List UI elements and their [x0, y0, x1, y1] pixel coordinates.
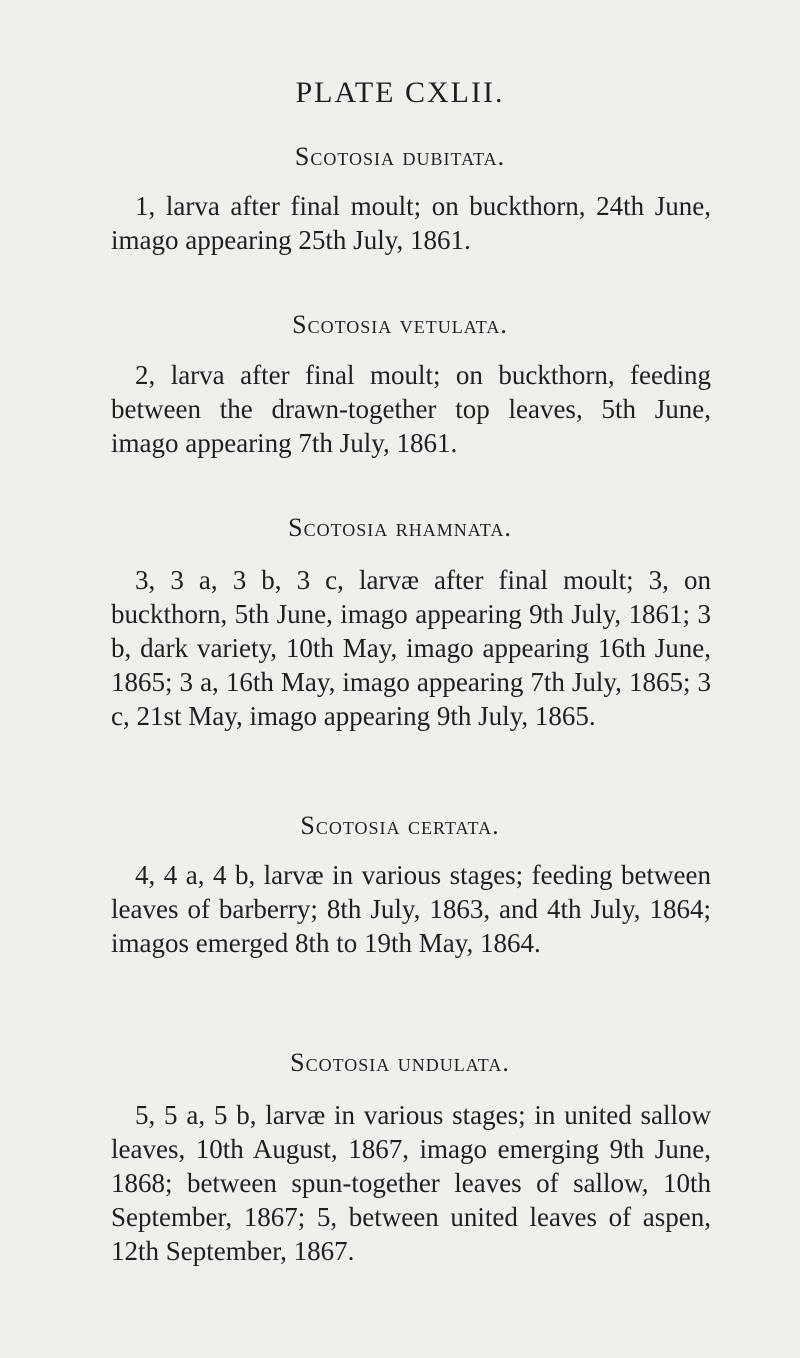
section-text-vetulata: 2, larva after final moult; on buckthorn, feeding between the drawn-together top leaves, 5th June, imago appearing 7th July, 1861.: [111, 360, 711, 458]
section-heading-undulata: Scotosia undulata.: [290, 1048, 510, 1077]
section-heading-certata: Scotosia certata.: [300, 811, 500, 840]
section-heading-vetulata: Scotosia vetulata.: [292, 310, 508, 339]
section-heading-dubitata: Scotosia dubitata.: [294, 142, 506, 171]
section-heading-rhamnata: Scotosia rhamnata.: [288, 513, 512, 542]
section-text-undulata: 5, 5 a, 5 b, larvæ in various stages; in united sallow leaves, 10th August, 1867, imago emerging 9th June, 1868; between spun-together leaves of sallow, 10th September, 1867; 5, between united leaves of aspen, 12th September, 1867.: [111, 1100, 711, 1266]
section-text-rhamnata: 3, 3 a, 3 b, 3 c, larvæ after final moult; 3, on buckthorn, 5th June, imago appearing 9th July, 1861; 3 b, dark variety, 10th May, imago appearing 16th June, 1865; 3 a, 16th May, imago appearing 7th July, 1865; 3 c, 21st May, imago appearing 9th July, 1865.: [111, 565, 711, 731]
section-text-certata: 4, 4 a, 4 b, larvæ in various stages; feeding between leaves of barberry; 8th July, 1863, and 4th July, 1864; imagos emerged 8th to 19th May, 1864.: [111, 860, 711, 958]
plate-title: PLATE CXLII.: [295, 76, 505, 109]
section-text-dubitata: 1, larva after final moult; on buckthorn, 24th June, imago appearing 25th July, 1861.: [111, 191, 711, 255]
